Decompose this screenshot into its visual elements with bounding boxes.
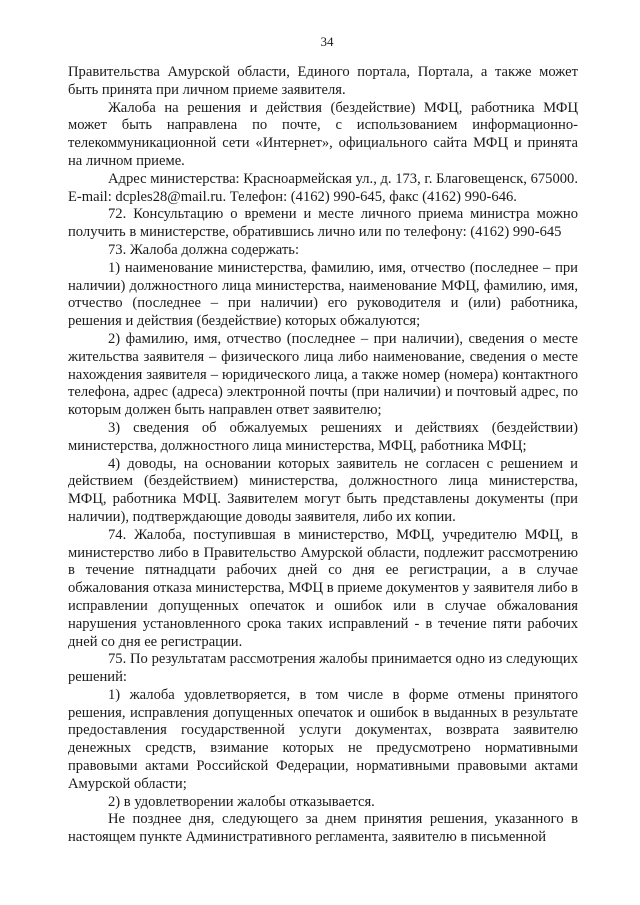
paragraph-item-73-1: 1) наименование министерства, фамилию, имя, отчество (последнее – при наличии) должностного лица министерства, наименование МФЦ, фамилию, имя, отчество (последнее – при наличии) его руководителя и (или) работника, решения и действия (бездействие) которых обжалуются;	[68, 259, 578, 330]
page-number: 34	[320, 34, 334, 49]
paragraph-item-73-4: 4) доводы, на основании которых заявитель не согласен с решением и действием (бездействием) министерства, должностного лица министерства, МФЦ, работника МФЦ. Заявителем могут быть представлены документы (при наличии), подтверждающие доводы заявителя, либо их копии.	[68, 455, 578, 525]
paragraph-item-75-2: 2) в удовлетворении жалобы отказывается.	[108, 793, 375, 810]
paragraph-item-72: 72. Консультацию о времени и месте личного приема министра можно получить в министерстве, обратившись лично или по телефону: (4162) 990-645	[68, 206, 578, 241]
paragraph-item-74: 74. Жалоба, поступившая в министерство, МФЦ, учредителю МФЦ, в министерство либо в Правительство Амурской области, подлежит рассмотрению в течение пятнадцати рабочих дней со дня ее регистрации, а в случае обжалования отказа министерства, МФЦ в приеме документов у заявителя либо в исправлении допущенных опечаток и ошибок или в случае обжалования нарушения установленного срока таких исправлений - в течение пяти рабочих дней со дня ее регистрации.	[68, 526, 578, 650]
paragraph-item-73-3: 3) сведения об обжалуемых решениях и действиях (бездействии) министерства, должностного лица министерства, МФЦ, работника МФЦ;	[68, 419, 578, 454]
paragraph-item-75-1: 1) жалоба удовлетворяется, в том числе в форме отмены принятого решения, исправления допущенных опечаток и ошибок в выданных в результате предоставления государственной услуги документах, возврата заявителю денежных средств, взимание которых не предусмотрено нормативными правовыми актами Российской Федерации, нормативными правовыми актами Амурской области;	[68, 686, 578, 792]
paragraph-item-73-2: 2) фамилию, имя, отчество (последнее – при наличии), сведения о месте жительства заявителя – физического лица либо наименование, сведения о месте нахождения заявителя – юридического лица, а также номер (номера) контактного телефона, адрес (адреса) электронной почты (при наличии) и почтовый адрес, по которым должен быть направлен ответ заявителю;	[68, 330, 578, 419]
paragraph-item-73: 73. Жалоба должна содержать:	[108, 241, 299, 258]
paragraph-ministry-address: Адрес министерства: Красноармейская ул., д. 173, г. Благовещенск, 675000. E-mail: dcples28@mail.ru. Телефон: (4162) 990-645, факс (4162) 990-646.	[68, 170, 579, 205]
paragraph-continuation: Правительства Амурской области, Единого портала, Портала, а также может быть принята при личном приеме заявителя.	[68, 64, 578, 98]
paragraph-decision-notice: Не позднее дня, следующего за днем принятия решения, указанного в настоящем пункте Административного регламента, заявителю в письменной	[68, 811, 578, 846]
paragraph-item-75: 75. По результатам рассмотрения жалобы принимается одно из следующих решений:	[68, 651, 578, 686]
paragraph-mfc-complaint: Жалоба на решения и действия (бездействие) МФЦ, работника МФЦ может быть направлена по почте, с использованием информационно-телекоммуникационной сети «Интернет», официального сайта МФЦ и принята на личном приеме.	[68, 99, 578, 169]
